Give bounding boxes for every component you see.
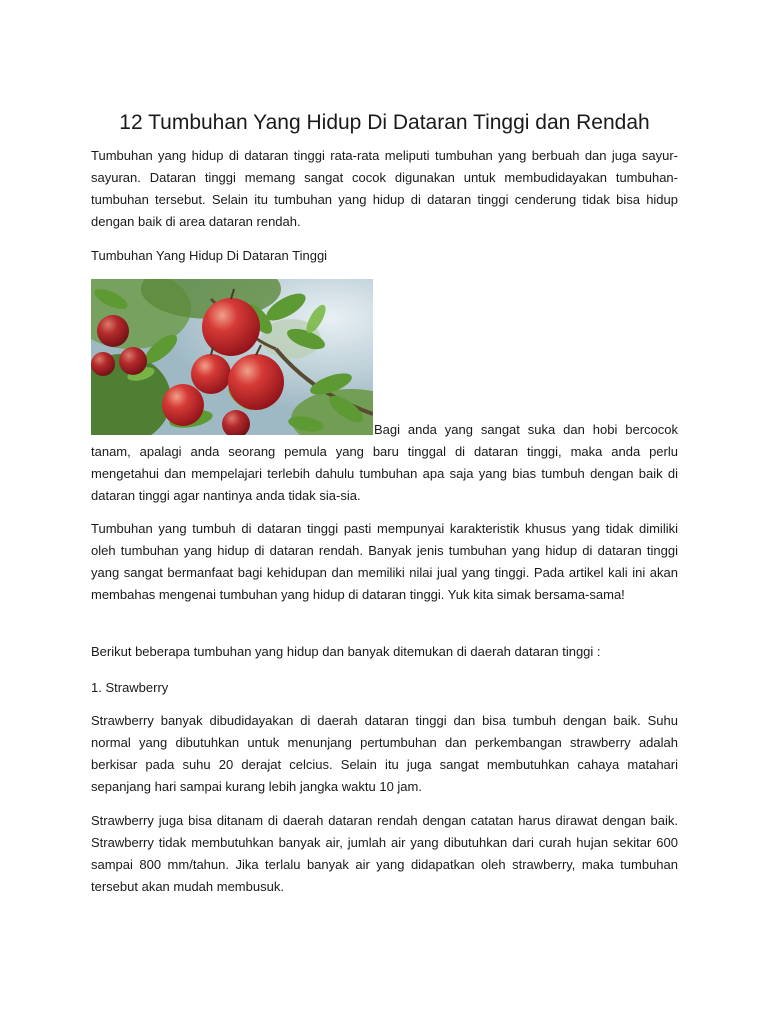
paragraph-after-photo-text: Bagi anda yang sangat suka dan hobi bercocok tanam, apalagi anda seorang pemula yang baru tinggal di dataran tinggi, maka anda perlu mengetahui dan mempelajari terlebih dahulu tumbuhan apa saja yang bias tumbuh dengan baik di dataran tinggi agar nantinya anda tidak sia-sia.: [91, 422, 678, 503]
characteristics-paragraph: Tumbuhan yang tumbuh di dataran tinggi pasti mempunyai karakteristik khusus yang tidak dimiliki oleh tumbuhan yang hidup di dataran rendah. Banyak jenis tumbuhan yang hidup di dataran tinggi yang sangat bermanfaat bagi kehidupan dan memiliki nilai jual yang tinggi. Pada artikel kali ini akan membahas mengenai tumbuhan yang hidup di dataran tinggi. Yuk kita simak bersama-sama!: [91, 521, 678, 602]
apple-tree-photo: [91, 279, 373, 435]
page-title: 12 Tumbuhan Yang Hidup Di Dataran Tinggi dan Rendah: [119, 111, 650, 134]
item-1-paragraph-1: Strawberry banyak dibudidayakan di daerah dataran tinggi dan bisa tumbuh dengan baik. Suhu normal yang dibutuhkan untuk menunjang pertumbuhan dan perkembangan strawberry adalah berkisar pada suhu 20 derajat celcius. Selain itu juga sangat membutuhkan cahaya matahari sepanjang hari sampai kurang lebih jangka waktu 10 jam.: [91, 713, 678, 794]
item-1-heading: 1. Strawberry: [91, 680, 169, 695]
list-intro: Berikut beberapa tumbuhan yang hidup dan banyak ditemukan di daerah dataran tinggi :: [91, 644, 601, 659]
paragraph-after-photo: [91, 419, 678, 507]
intro-paragraph: Tumbuhan yang hidup di dataran tinggi rata-rata meliputi tumbuhan yang berbuah dan juga sayur-sayuran. Dataran tinggi memang sangat cocok digunakan untuk membudidayakan tumbuhan-tumbuhan tersebut. Selain itu tumbuhan yang hidup di dataran tinggi cenderung tidak bisa hidup dengan baik di area dataran rendah.: [91, 148, 678, 229]
section-heading: Tumbuhan Yang Hidup Di Dataran Tinggi: [91, 248, 328, 263]
item-1-paragraph-2: Strawberry juga bisa ditanam di daerah dataran rendah dengan catatan harus dirawat dengan baik. Strawberry tidak membutuhkan banyak air, jumlah air yang dibutuhkan dari curah hujan sekitar 600 sampai 800 mm/tahun. Jika terlalu banyak air yang didapatkan oleh strawberry, maka tumbuhan tersebut akan mudah membusuk.: [91, 813, 678, 894]
